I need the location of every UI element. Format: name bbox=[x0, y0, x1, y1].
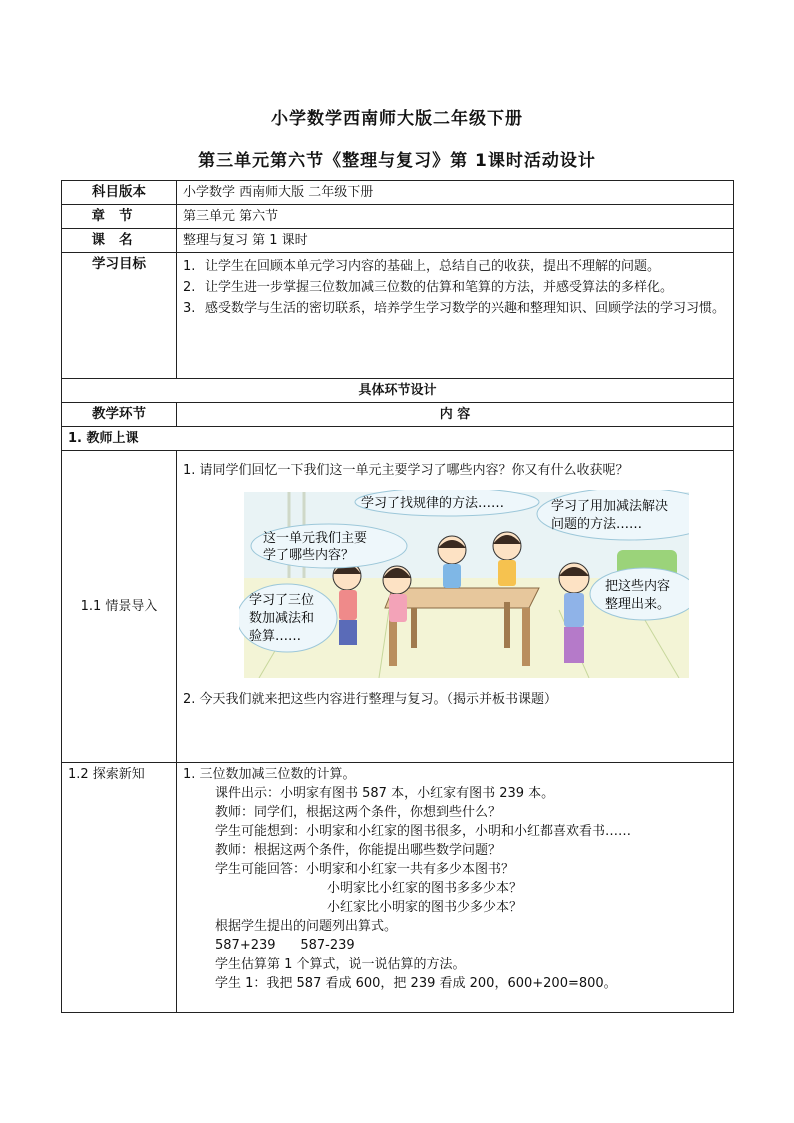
bubble-word-problem-line2: 问题的方法…… bbox=[551, 517, 643, 532]
design-header: 具体环节设计 bbox=[62, 379, 734, 403]
chapter-label-text: 章节 bbox=[91, 208, 147, 224]
girl2-body bbox=[389, 594, 407, 622]
student-answer-3: 小红家比小明家的图书少多少本？ bbox=[327, 900, 523, 915]
bubble-question-line2: 学了哪些内容？ bbox=[263, 548, 355, 563]
bubble-organize-line1: 把这些内容 bbox=[605, 579, 671, 594]
boy2-legs bbox=[564, 627, 584, 663]
girl-legs bbox=[339, 620, 357, 645]
speech-bubble-organize bbox=[590, 568, 689, 620]
goal-number: 2. bbox=[183, 280, 196, 295]
goal-text: 感受数学与生活的密切联系，培养学生学习数学的兴趣和整理知识、回顾学法的学习习惯。 bbox=[205, 301, 726, 316]
lesson-label-text: 课名 bbox=[91, 232, 147, 248]
lesson-plan-table bbox=[61, 180, 734, 1013]
subject-label: 科目版本 bbox=[62, 181, 177, 205]
girl3-body bbox=[498, 560, 516, 586]
part-1-2-content bbox=[177, 763, 734, 1013]
boy-body bbox=[443, 564, 461, 588]
part-1-2-label: 1.2 探索新知 bbox=[62, 763, 177, 1013]
row-design-header bbox=[62, 379, 734, 403]
goal-item bbox=[183, 278, 727, 297]
table-top bbox=[385, 588, 539, 608]
goal-item bbox=[183, 257, 727, 276]
goal-number: 1. bbox=[183, 259, 196, 274]
document-title: 小学数学西南师大版二年级下册 bbox=[271, 109, 523, 129]
row-lesson bbox=[62, 229, 734, 253]
goals-label: 学习目标 bbox=[62, 253, 177, 379]
estimation-instruction: 学生估算第 1 个算式，说一说估算的方法。 bbox=[215, 957, 466, 972]
student-1-estimate: 学生 1：我把 587 看成 600，把 239 看成 200，600+200=800。 bbox=[215, 976, 617, 991]
document-subtitle: 第三单元第六节《整理与复习》第 1课时活动设计 bbox=[198, 151, 596, 171]
formulas: 587+239 587-239 bbox=[215, 938, 355, 953]
list-formula-instruction: 根据学生提出的问题列出算式。 bbox=[215, 919, 398, 934]
student-answer-2: 小明家比小红家的图书多多少本？ bbox=[327, 881, 523, 896]
stage-column-header: 教学环节 bbox=[62, 403, 177, 427]
row-part-1-1 bbox=[62, 451, 734, 763]
table-leg bbox=[411, 608, 417, 648]
content-column-header: 内 容 bbox=[177, 403, 734, 427]
boy2-body bbox=[564, 593, 584, 627]
calc-heading: 1. 三位数加减三位数的计算。 bbox=[183, 767, 356, 782]
row-subject bbox=[62, 181, 734, 205]
goal-number: 3. bbox=[183, 301, 196, 316]
courseware-display: 课件出示：小明家有图书 587 本，小红家有图书 239 本。 bbox=[215, 786, 555, 801]
table-leg bbox=[522, 608, 530, 666]
goals-cell bbox=[177, 253, 734, 379]
row-goals bbox=[62, 253, 734, 379]
bubble-calculation-line1: 学习了三位 bbox=[249, 593, 315, 608]
table-leg bbox=[504, 602, 510, 648]
bubble-calculation-line2: 数加减法和 bbox=[249, 611, 315, 626]
lesson-label bbox=[62, 229, 177, 253]
chapter-value: 第三单元 第六节 bbox=[177, 205, 734, 229]
row-section-1 bbox=[62, 427, 734, 451]
girl-body bbox=[339, 590, 357, 620]
bubble-word-problem-line1: 学习了用加减法解决 bbox=[551, 499, 669, 514]
goal-text: 让学生进一步掌握三位数加减三位数的估算和笔算的方法，并感受算法的多样化。 bbox=[205, 280, 674, 295]
row-chapter bbox=[62, 205, 734, 229]
goal-text: 让学生在回顾本单元学习内容的基础上，总结自己的收获，提出不理解的问题。 bbox=[205, 259, 661, 274]
classroom-illustration bbox=[239, 490, 689, 678]
lesson-value: 整理与复习 第 1 课时 bbox=[177, 229, 734, 253]
bubble-organize-line2: 整理出来。 bbox=[605, 597, 671, 612]
row-part-1-2 bbox=[62, 763, 734, 1013]
bubble-question-line1: 这一单元我们主要 bbox=[263, 531, 368, 546]
question-2: 2. 今天我们就来把这些内容进行整理与复习。（揭示并板书课题） bbox=[183, 692, 558, 707]
chapter-label bbox=[62, 205, 177, 229]
student-answer-1: 学生可能回答：小明家和小红家一共有多少本图书？ bbox=[215, 862, 515, 877]
row-column-headers bbox=[62, 403, 734, 427]
question-1: 1. 请同学们回忆一下我们这一单元主要学习了哪些内容？你又有什么收获呢？ bbox=[183, 463, 629, 478]
bubble-calculation-line3: 验算…… bbox=[249, 629, 302, 644]
section-1-title: 1. 教师上课 bbox=[62, 427, 734, 451]
teacher-question-1: 教师：同学们，根据这两个条件，你想到些什么？ bbox=[215, 805, 502, 820]
subject-value: 小学数学 西南师大版 二年级下册 bbox=[177, 181, 734, 205]
teacher-question-2: 教师：根据这两个条件，你能提出哪些数学问题？ bbox=[215, 843, 502, 858]
part-1-1-content bbox=[177, 451, 734, 763]
bubble-pattern-text: 学习了找规律的方法…… bbox=[361, 496, 505, 511]
part-1-1-label: 1.1 情景导入 bbox=[62, 451, 177, 763]
student-thought: 学生可能想到：小明家和小红家的图书很多，小明和小红都喜欢看书…… bbox=[215, 824, 632, 839]
goal-item bbox=[183, 299, 727, 318]
